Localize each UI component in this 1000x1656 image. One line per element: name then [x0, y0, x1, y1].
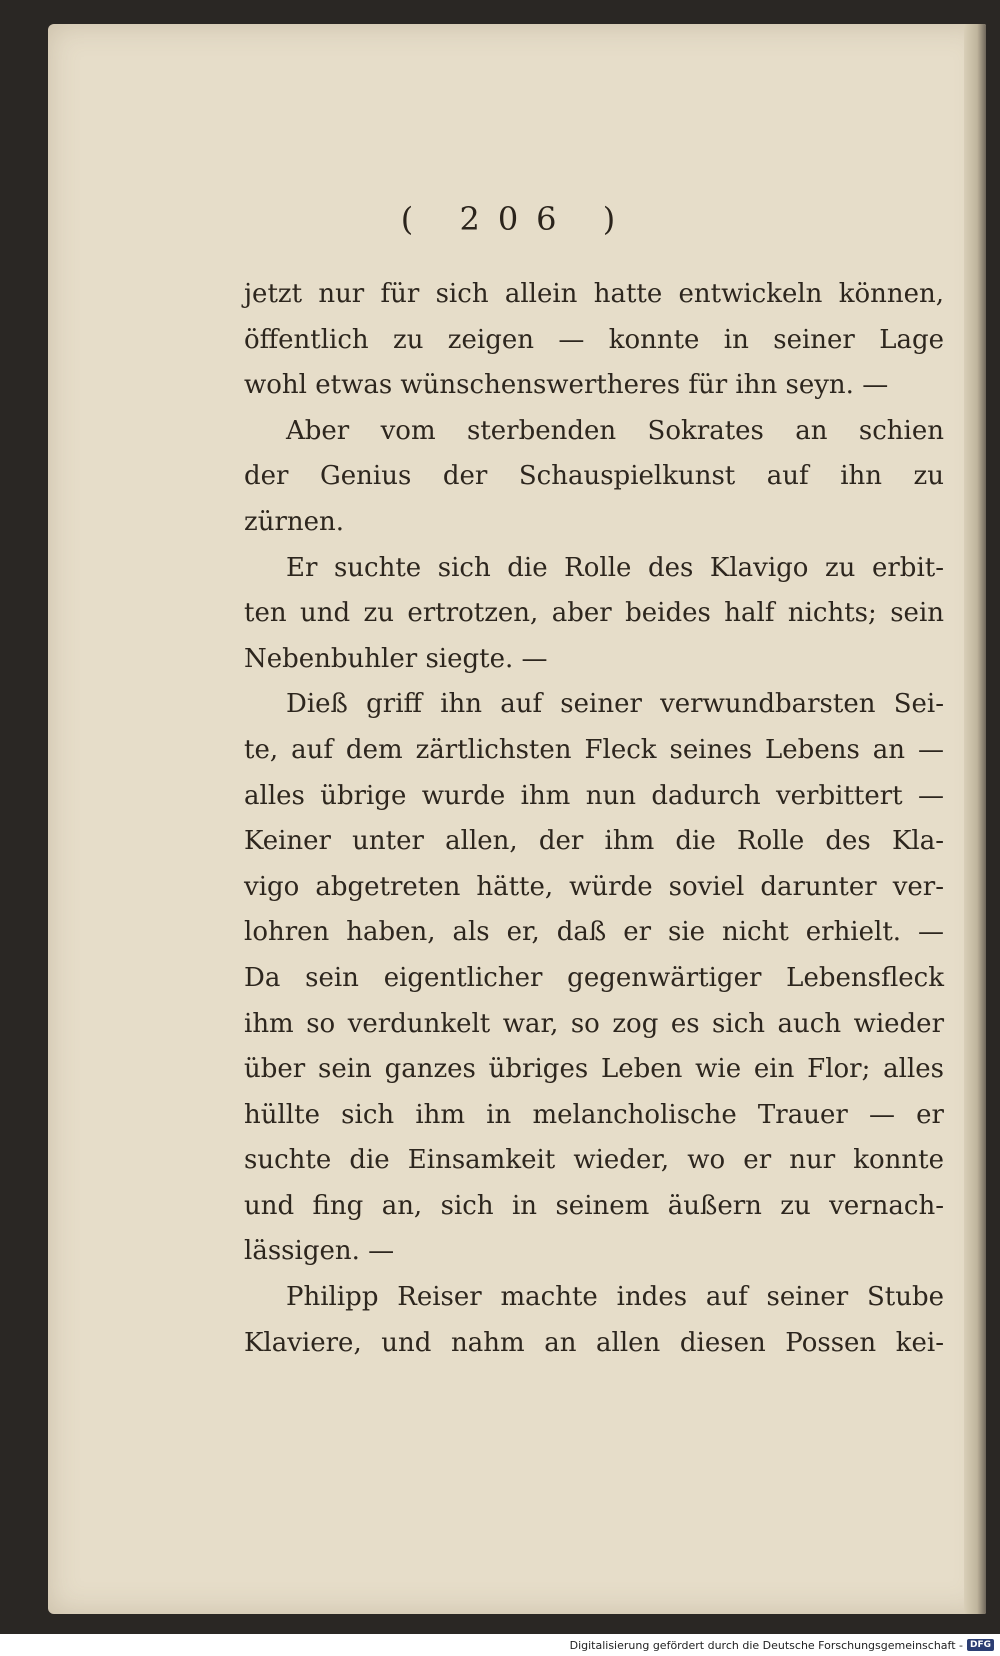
text-line: lohren haben, als er, daß er sie nicht erhielt. —	[244, 917, 944, 948]
text-line: Er suchte sich die Rolle des Klavigo zu erbit-	[286, 552, 944, 583]
text-line: über sein ganzes übriges Leben wie ein Flor; alles	[244, 1054, 944, 1085]
text-line: Aber vom sterbenden Sokrates an schien	[286, 415, 944, 446]
text-line: vigo abgetreten hätte, würde soviel darunter ver-	[244, 871, 944, 902]
text-line: Klaviere, und nahm an allen diesen Possen kei-	[244, 1327, 944, 1358]
text-line: hüllte sich ihm in melancholische Trauer — er	[244, 1099, 944, 1130]
text-line: Philipp Reiser machte indes auf seiner Stube	[286, 1282, 944, 1313]
text-line: jetzt nur für sich allein hatte entwickeln können,	[244, 279, 944, 309]
dfg-logo-icon: DFG	[967, 1639, 994, 1651]
body-text	[244, 272, 944, 1366]
credit-text: Digitalisierung gefördert durch die Deutsche Forschungsgemeinschaft -	[569, 1638, 963, 1652]
text-line: zürnen.	[244, 506, 345, 537]
book-page	[48, 24, 986, 1614]
text-line: ihm so verdunkelt war, so zog es sich auch wieder	[244, 1008, 944, 1039]
text-line: ten und zu ertrotzen, aber beides half nichts; sein	[244, 598, 944, 629]
text-line: lässigen. —	[244, 1236, 395, 1267]
text-line: suchte die Einsamkeit wieder, wo er nur konnte	[244, 1145, 944, 1176]
page-edge	[964, 24, 986, 1614]
text-line: Nebenbuhler siegte. —	[244, 643, 548, 674]
text-line: der Genius der Schauspielkunst auf ihn zu	[244, 461, 944, 492]
text-line: Dieß griff ihn auf seiner verwundbarsten Sei-	[286, 689, 944, 720]
text-line: wohl etwas wünschenswertheres für ihn seyn. —	[244, 370, 889, 401]
text-line: alles übrige wurde ihm nun dadurch verbittert —	[244, 780, 944, 811]
text-line: te, auf dem zärtlichsten Fleck seines Lebens an —	[244, 734, 944, 765]
text-line: und fing an, sich in seinem äußern zu vernach-	[244, 1190, 944, 1221]
text-line: Keiner unter allen, der ihm die Rolle des Kla-	[244, 826, 944, 857]
text-line: öffentlich zu zeigen — konnte in seiner Lage	[244, 324, 944, 355]
text-line: Da sein eigentlicher gegenwärtiger Lebensfleck	[244, 962, 944, 993]
page-number: ( 206 )	[400, 200, 634, 238]
digitization-credit	[570, 1636, 994, 1654]
